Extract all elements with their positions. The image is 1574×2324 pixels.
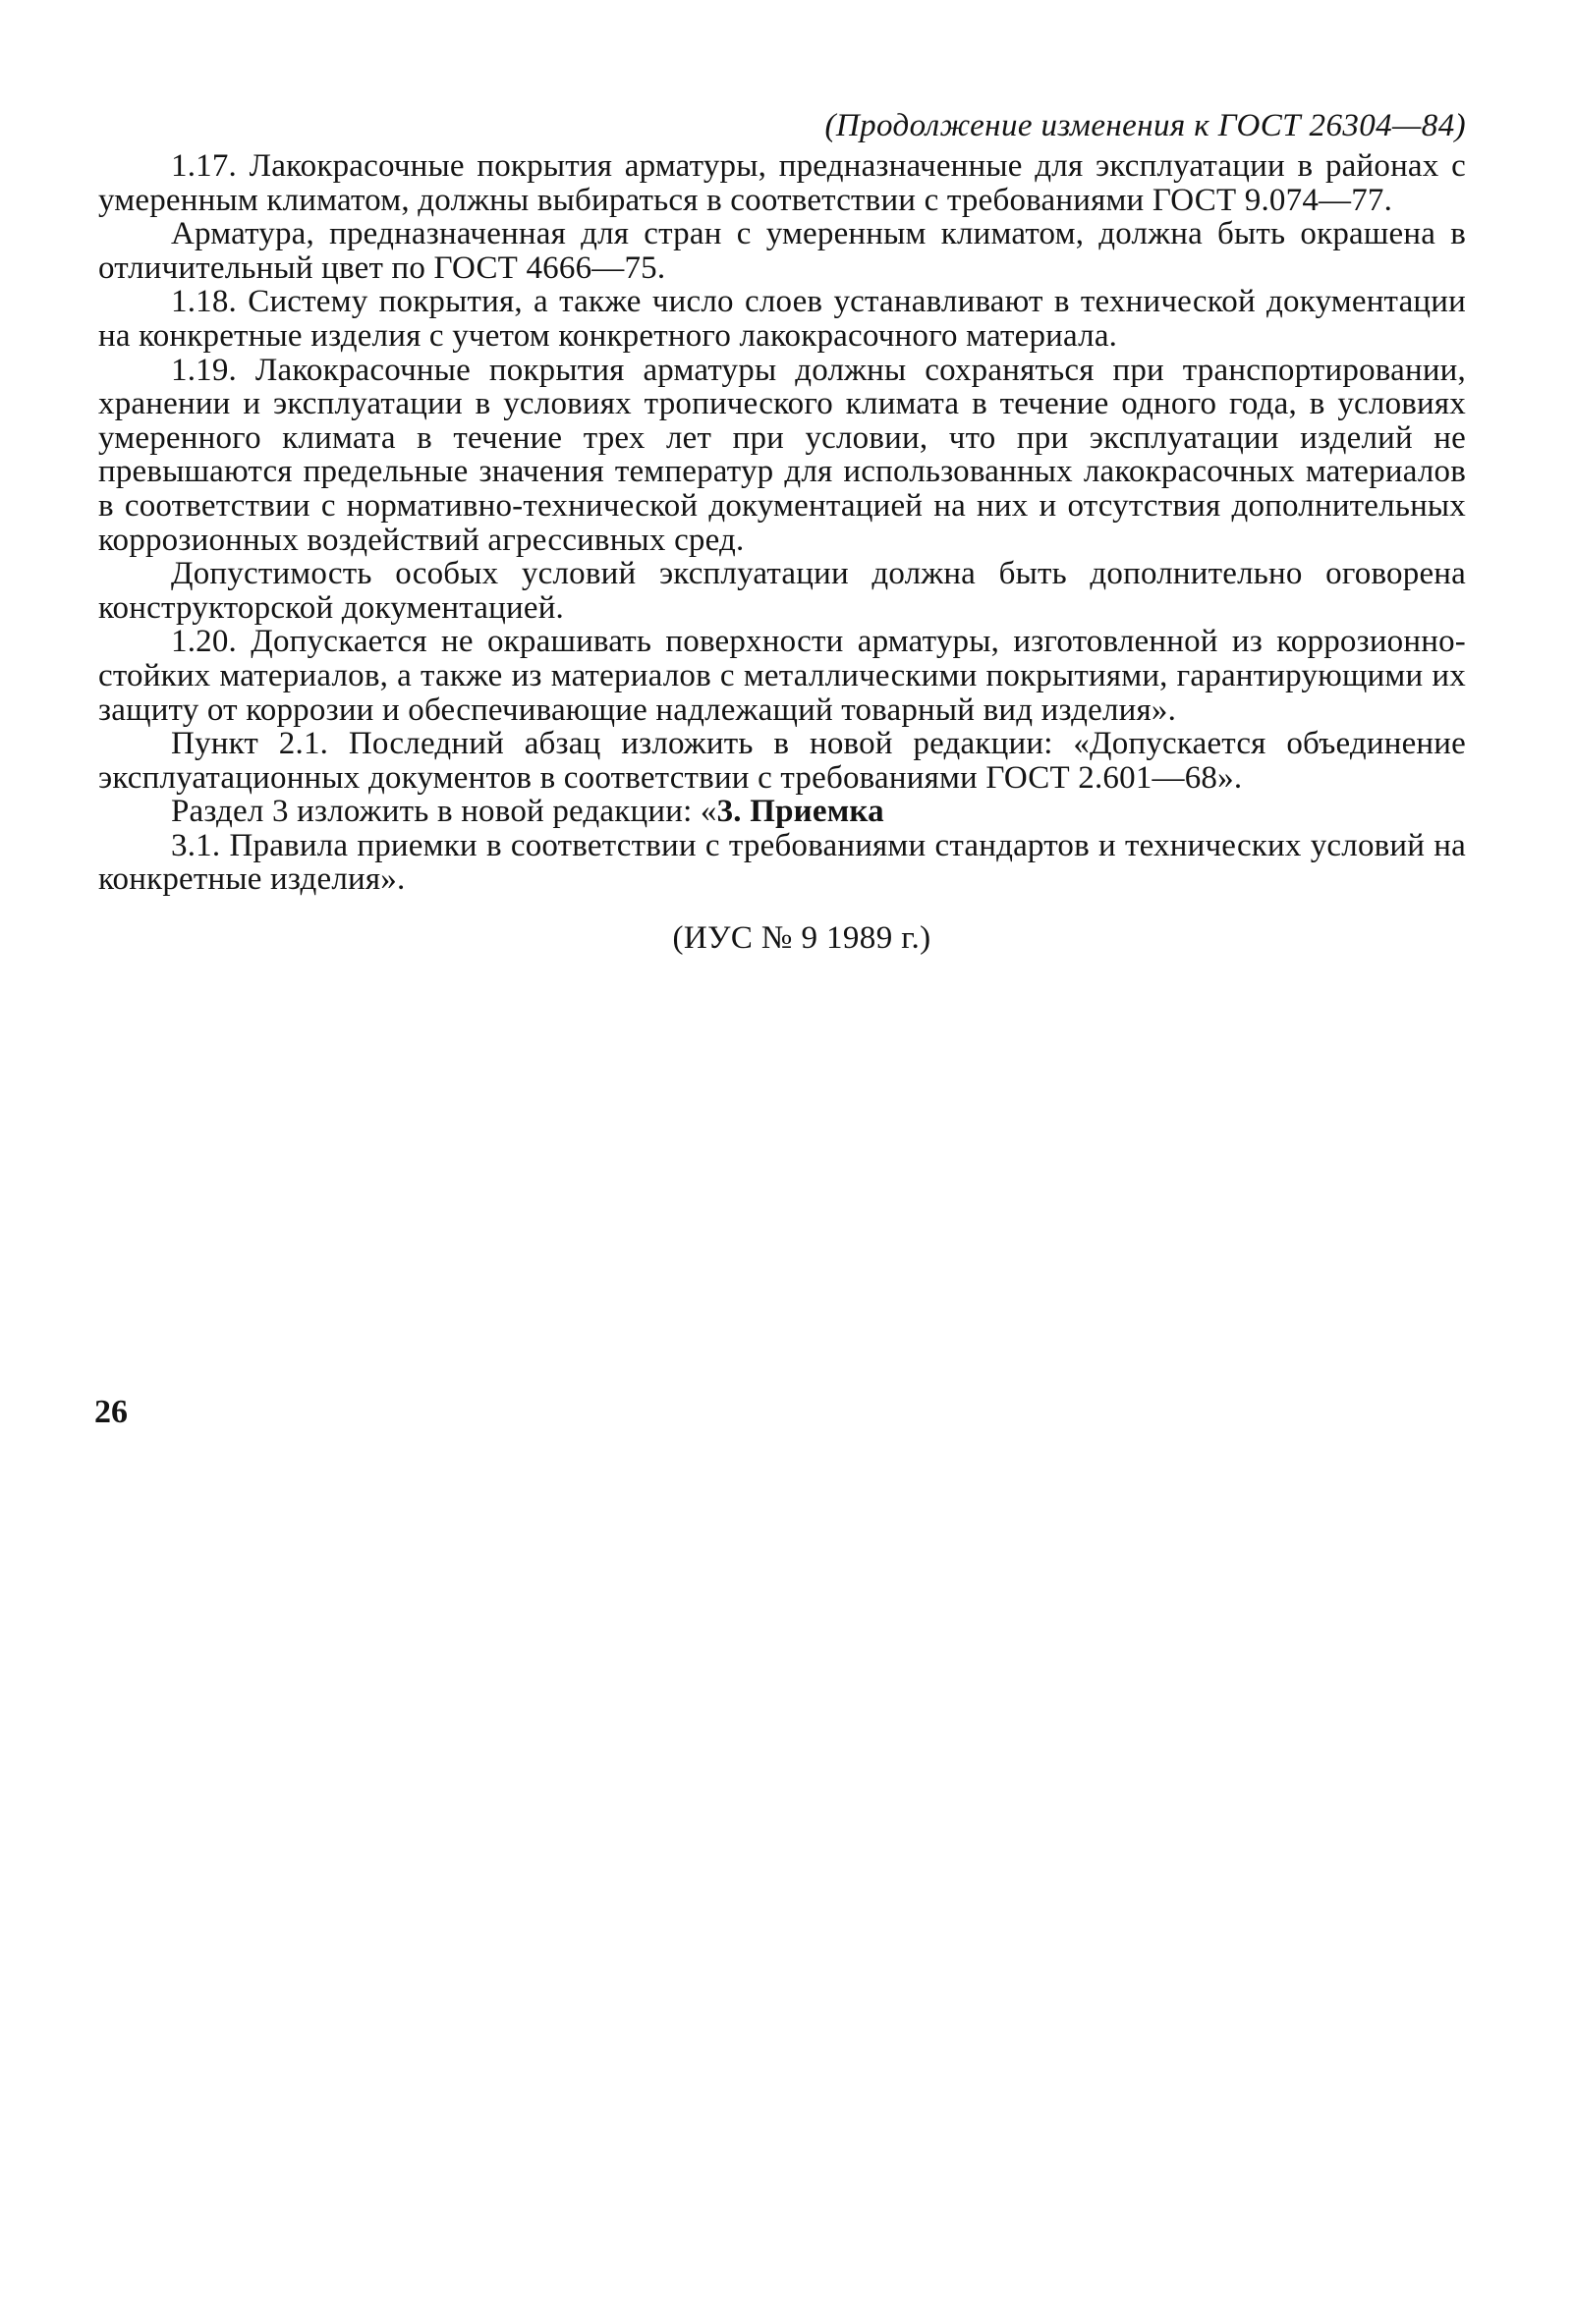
paragraph-text: Допускается не окрашивать поверхности арматуры, изготовленной из коррозионно-стойких материалов, а также из материалов с металлическими покрытиями, гарантирующими их защиту от коррозии и обеспечивающие надлежащий товарный вид изделия».: [98, 624, 1466, 728]
document-header: (Продолжение изменения к ГОСТ 26304—84): [824, 108, 1466, 143]
paragraph-1-19-cont: [98, 557, 1466, 625]
paragraph-label: 1.19.: [171, 352, 237, 388]
document-page: [98, 106, 1466, 958]
paragraph-1-18: [98, 285, 1466, 353]
paragraph-1-20: [98, 625, 1466, 727]
paragraph-text: Арматура, предназначенная для стран с умеренным климатом, должна быть окрашена в отличительный цвет по ГОСТ 4666—75.: [98, 216, 1466, 286]
paragraph-label: 1.17.: [171, 148, 237, 184]
paragraph-section-3: [98, 795, 1466, 829]
paragraph-1-17-cont: [98, 217, 1466, 285]
paragraph-3-1: [98, 829, 1466, 897]
paragraph-label: 3.1.: [171, 827, 221, 863]
paragraph-label: Пункт 2.1.: [171, 726, 329, 762]
page-number: 26: [94, 1394, 128, 1430]
section-heading: 3. Приемка: [716, 794, 884, 830]
paragraph-text: Допустимость особых условий эксплуатации должна быть дополнительно оговорена конструкторской документацией.: [98, 556, 1466, 626]
paragraph-2-1: [98, 727, 1466, 795]
paragraph-label: 1.18.: [171, 284, 237, 320]
paragraph-text: Лакокрасочные покрытия арматуры, предназначенные для эксплуатации в районах с умеренным климатом, должны выбираться в соответствии с требованиями ГОСТ 9.074—77.: [98, 148, 1466, 218]
paragraph-text: Правила приемки в соответствии с требованиями стандартов и технических условий на конкретные изделия».: [98, 827, 1466, 898]
paragraph-text: Последний абзац изложить в новой редакции: «Допускается объединение эксплуатационных документов в соответствии с требованиями ГОСТ 2.601—68».: [98, 726, 1466, 796]
paragraph-1-17: [98, 149, 1466, 217]
source-reference: (ИУС № 9 1989 г.): [672, 920, 931, 957]
paragraph-1-19: [98, 354, 1466, 558]
paragraph-text: Раздел 3 изложить в новой редакции: «: [171, 794, 717, 830]
paragraph-text: Систему покрытия, а также число слоев устанавливают в технической документации на конкретные изделия с учетом конкретного лакокрасочного материала.: [98, 284, 1466, 354]
paragraph-label: 1.20.: [171, 624, 237, 660]
paragraph-text: Лакокрасочные покрытия арматуры должны сохраняться при транспортировании, хранении и эксплуатации в условиях тропического климата в течение одного года, в условиях умеренного климата в течение трех лет при условии, что при эксплуатации изделий не превышаются предельные значения температур для использованных лакокрасочных материалов в соответствии с нормативно-технической документацией на них и отсутствия дополнительных коррозионных воздействий агрессивных сред.: [98, 352, 1466, 558]
